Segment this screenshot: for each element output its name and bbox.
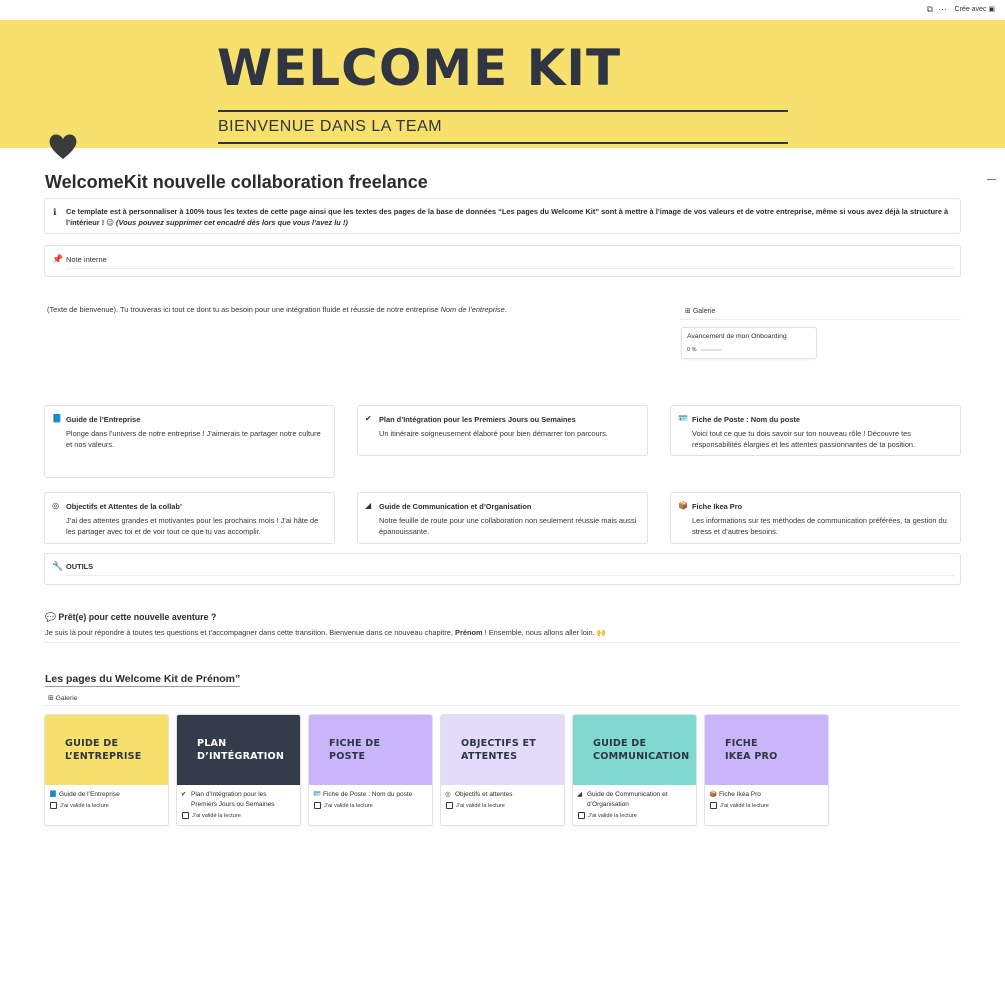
ready-heading — [45, 612, 216, 623]
read-checkbox[interactable] — [314, 802, 321, 809]
gallery-view-label: Galerie — [692, 308, 716, 315]
id-card-icon: 🪪 — [678, 414, 688, 423]
gallery-card-communication[interactable] — [572, 714, 697, 826]
database-title[interactable]: Les pages du Welcome Kit de Prénom” — [45, 673, 241, 685]
gallery-card-cover-text: PLAN D’INTÉGRATION — [197, 738, 285, 762]
info-icon: ℹ — [53, 207, 57, 217]
book-icon: 📘 — [49, 791, 58, 798]
section-card-guide-entreprise[interactable] — [44, 405, 335, 478]
box-icon: 📦 — [709, 791, 718, 798]
gallery-card-cover-text: OBJECTIFS ET ATTENTES — [461, 738, 537, 762]
company-name: Nom de l’entreprise — [440, 305, 505, 314]
notion-logo-icon: ▣ — [988, 6, 995, 13]
gallery-card-name: Fiche Ikéa Pro — [719, 791, 761, 798]
ready-text-after: ! Ensemble, nous allons aller loin. 🙌 — [482, 628, 606, 637]
section-card-desc: Notre feuille de route pour une collaboration non seulement réussie mais aussi épanouissante. — [379, 516, 637, 536]
onboarding-card[interactable] — [681, 327, 817, 359]
read-checkbox[interactable] — [578, 812, 585, 819]
read-checkbox-label: J’ai validé la lecture — [456, 803, 505, 809]
signal-icon: ◢ — [577, 791, 582, 798]
made-with-button[interactable] — [955, 5, 995, 13]
read-checkbox-label: J’ai validé la lecture — [60, 803, 109, 809]
more-icon[interactable]: ··· — [938, 4, 947, 14]
divider — [680, 319, 961, 320]
check-circle-icon: ✔ — [365, 414, 372, 423]
page-title: WelcomeKit nouvelle collaboration freelance — [45, 172, 428, 192]
onboarding-card-title: Avancement de mon Onboarding — [687, 333, 787, 340]
section-card-plan-integration[interactable] — [357, 405, 648, 456]
ready-heading-text: Prêt(e) pour cette nouvelle aventure ? — [58, 612, 217, 622]
divider — [44, 705, 961, 706]
check-circle-icon: ✔ — [181, 791, 187, 798]
section-card-title: Fiche Ikea Pro — [692, 502, 743, 511]
welcome-text-end: . — [504, 305, 507, 314]
gallery-card-cover — [309, 715, 433, 785]
read-checkbox[interactable] — [50, 802, 57, 809]
gallery-card-name: Objectifs et attentes — [455, 791, 513, 798]
box-icon: 📦 — [678, 501, 688, 510]
ready-paragraph — [45, 628, 606, 637]
gallery-card-ikea-pro[interactable] — [704, 714, 829, 826]
tools-callout[interactable] — [44, 553, 961, 585]
target-icon: ◎ — [52, 501, 59, 510]
note-callout-label: Note interne — [66, 255, 107, 264]
section-card-desc: Les informations sur tes méthodes de communication préférées, ta gestion du stress et d’autres besoins. — [692, 516, 947, 536]
tools-label: OUTILS — [66, 562, 94, 571]
welcome-text — [47, 305, 507, 314]
read-checkbox-label: J’ai validé la lecture — [192, 813, 241, 819]
ready-text-before: Je suis là pour répondre à toutes tes questions et t’accompagner dans cette transition. Bienvenue dans ce nouveau chapitre, — [45, 628, 456, 637]
read-checkbox[interactable] — [446, 802, 453, 809]
info-callout-text — [66, 206, 954, 228]
gallery-card-name: Guide de l’Entreprise — [59, 791, 120, 798]
gallery-icon: ⊞ — [48, 695, 54, 702]
banner-title: WELCOME KIT — [217, 39, 622, 97]
gallery-card-cover-text: GUIDE DE COMMUNICATION — [593, 738, 690, 762]
gallery-view-tab[interactable] — [685, 307, 715, 315]
heart-icon[interactable] — [47, 130, 79, 162]
section-card-ikea-pro[interactable] — [670, 492, 961, 544]
info-callout — [44, 198, 961, 234]
gallery-card-cover — [45, 715, 169, 785]
gallery-card-cover — [177, 715, 301, 785]
banner-divider-top — [218, 110, 788, 112]
id-card-icon: 🪪 — [313, 791, 322, 798]
section-card-desc: Un itinéraire soigneusement élaboré pour bien démarrer ton parcours. — [379, 429, 608, 438]
section-card-communication[interactable] — [357, 492, 648, 544]
first-name: Prénom — [455, 628, 483, 637]
section-card-desc: Plonge dans l’univers de notre entreprise ! J’aimerais te partager notre culture et nos valeurs. — [66, 429, 321, 449]
signal-icon: ◢ — [365, 501, 372, 510]
top-bar — [0, 0, 1005, 20]
section-card-title: Guide de l’Entreprise — [66, 415, 141, 424]
gallery-card-name: Plan d’Intégration pour les Premiers Jours ou Semaines — [191, 791, 275, 808]
target-icon: ◎ — [445, 791, 451, 798]
read-checkbox-label: J’ai validé la lecture — [588, 813, 637, 819]
speech-bubble-icon: 💬 — [45, 612, 56, 622]
section-card-objectifs[interactable] — [44, 492, 335, 544]
section-card-desc: J’ai des attentes grandes et motivantes pour les prochains mois ! J’ai hâte de les partager avec toi et de voir tout ce que tu vas accomplir. — [66, 516, 319, 536]
cover-banner — [0, 20, 1005, 148]
gallery-card-plan-integration[interactable] — [176, 714, 301, 826]
gallery-card-name: Guide de Communication et d’Organisation — [587, 791, 668, 808]
divider — [66, 575, 954, 576]
gallery-card-objectifs[interactable] — [440, 714, 565, 826]
made-with-label: Crée avec — [954, 6, 987, 13]
pin-icon: 📌 — [52, 254, 64, 264]
gallery-card-guide-entreprise[interactable] — [44, 714, 169, 826]
gallery-card-cover-text: FICHE IKEA PRO — [725, 738, 778, 762]
read-checkbox[interactable] — [710, 802, 717, 809]
gallery-card-cover-text: GUIDE DE L’ENTREPRISE — [65, 738, 142, 762]
gallery-card-cover — [573, 715, 697, 785]
database-gallery-tab[interactable] — [48, 694, 78, 702]
info-callout-italic: (Vous pouvez supprimer cet encadré dès lors que vous l’avez lu !) — [116, 218, 348, 227]
wrench-icon: 🔧 — [52, 561, 64, 571]
section-card-desc: Voici tout ce que tu dois savoir sur ton nouveau rôle ! Découvre tes responsabilités élargies et les attentes passionnantes de ta position. — [692, 429, 916, 449]
section-card-title: Objectifs et Attentes de la collab’ — [66, 502, 182, 511]
divider — [44, 642, 961, 643]
note-callout[interactable] — [44, 245, 961, 277]
onboarding-progress-bar — [700, 349, 722, 351]
gallery-card-cover — [705, 715, 829, 785]
section-card-title: Guide de Communication et d’Organisation — [379, 502, 532, 511]
read-checkbox-label: J’ai validé la lecture — [720, 803, 769, 809]
gallery-icon: ⊞ — [685, 308, 691, 315]
gallery-card-cover-text: FICHE DE POSTE — [329, 738, 381, 762]
copy-icon[interactable]: ⧉ — [926, 4, 933, 14]
info-callout-main: Ce template est à personnaliser à 100% tous les textes de cette page ainsi que les textes des pages de la base de données “Les pages du Welcome Kit” sont à mettre à l’image de vos valeurs et de votre entreprise, même si vous avez déjà la structure à l’intérieur ! 😉 — [66, 207, 949, 227]
welcome-text-main: (Texte de bienvenue). Tu trouveras ici tout ce dont tu as besoin pour une intégration fluide et réussie de notre entreprise — [47, 305, 441, 314]
divider — [66, 268, 954, 269]
banner-subtitle: BIENVENUE DANS LA TEAM — [218, 118, 443, 135]
onboarding-progress-label: 0 % — [687, 347, 697, 353]
gallery-card-fiche-poste[interactable] — [308, 714, 433, 826]
outline-toggle[interactable] — [987, 179, 996, 180]
book-icon: 📘 — [52, 414, 62, 423]
database-view-label: Galerie — [55, 695, 78, 702]
section-card-title: Fiche de Poste : Nom du poste — [692, 415, 800, 424]
banner-divider-bottom — [218, 142, 788, 144]
gallery-card-name: Fiche de Poste : Nom du poste — [323, 791, 413, 798]
read-checkbox-label: J’ai validé la lecture — [324, 803, 373, 809]
read-checkbox[interactable] — [182, 812, 189, 819]
section-card-fiche-poste[interactable] — [670, 405, 961, 456]
section-card-title: Plan d’Intégration pour les Premiers Jours ou Semaines — [379, 415, 576, 424]
gallery-card-cover — [441, 715, 565, 785]
